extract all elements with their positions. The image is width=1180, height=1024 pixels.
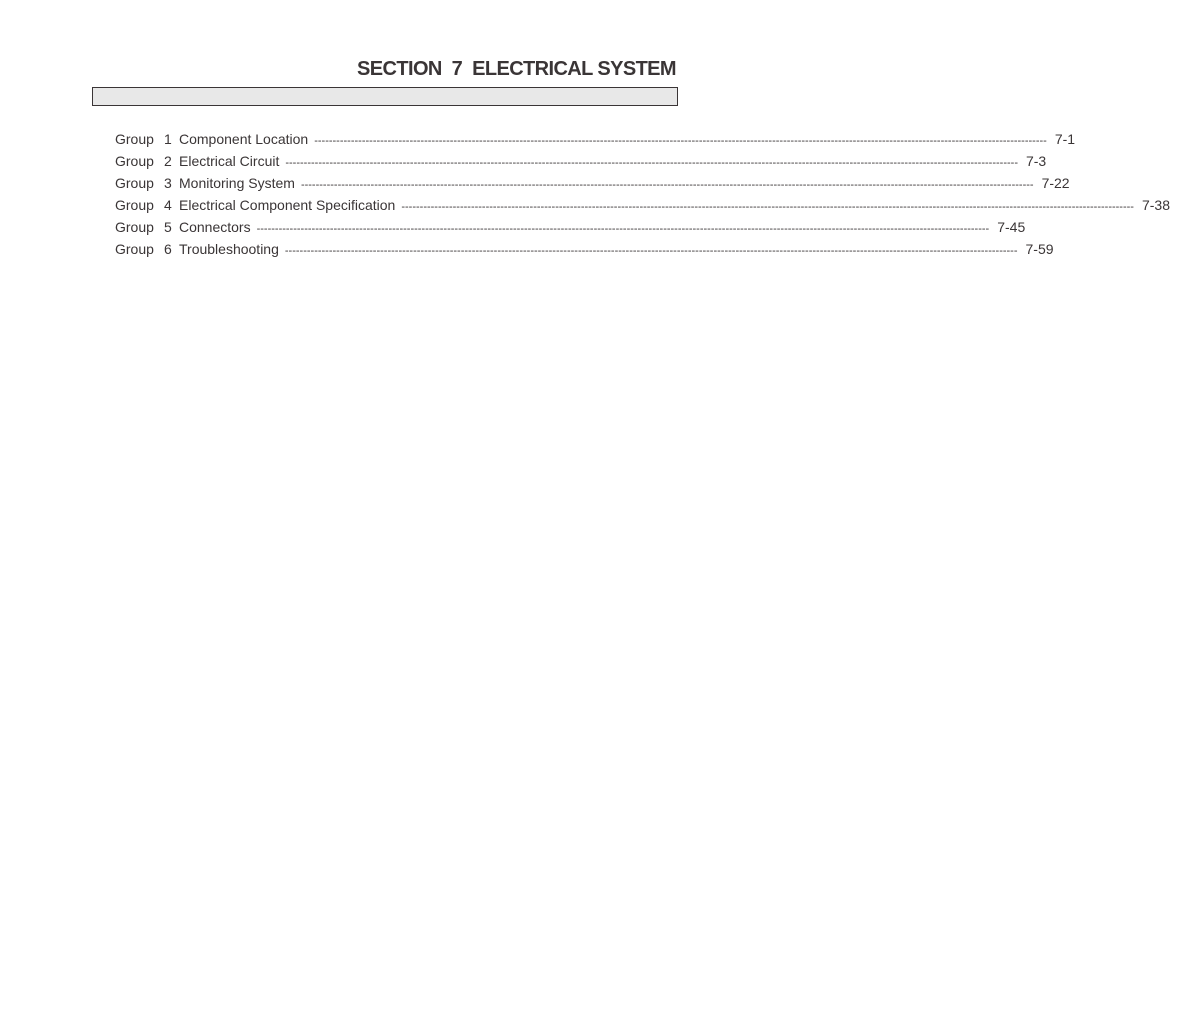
toc-page-number: 7-22 <box>1041 175 1070 191</box>
toc-page-number: 7-38 <box>1141 197 1170 213</box>
toc-group-number: 3 <box>164 175 172 191</box>
toc-entry-title: Electrical Circuit <box>179 153 280 169</box>
title-bar-divider <box>92 87 678 106</box>
toc-dot-leader: -------------------------------------------------------------------------------------------------------------------------------------------------------------------------------------------------------- <box>284 245 1018 257</box>
toc-group-label: Group <box>115 175 154 191</box>
toc-dot-leader: -------------------------------------------------------------------------------------------------------------------------------------------------------------------------------------------------------- <box>401 201 1134 213</box>
toc-group-number: 1 <box>164 131 172 147</box>
toc-group-label: Group <box>115 131 154 147</box>
toc-group-number: 6 <box>164 241 172 257</box>
toc-dot-leader: -------------------------------------------------------------------------------------------------------------------------------------------------------------------------------------------------------- <box>285 157 1018 169</box>
toc-group-number: 4 <box>164 197 172 213</box>
toc-dot-leader: -------------------------------------------------------------------------------------------------------------------------------------------------------------------------------------------------------- <box>256 223 990 235</box>
toc-row[interactable] <box>115 194 1170 216</box>
toc-group-label: Group <box>115 219 154 235</box>
toc-dot-leader: -------------------------------------------------------------------------------------------------------------------------------------------------------------------------------------------------------- <box>314 135 1047 147</box>
toc-group-number: 5 <box>164 219 172 235</box>
table-of-contents <box>115 128 1170 260</box>
toc-page-number: 7-45 <box>997 219 1026 235</box>
toc-row[interactable] <box>115 150 1047 172</box>
toc-row[interactable] <box>115 216 1026 238</box>
page-title: SECTION 7 ELECTRICAL SYSTEM <box>357 58 676 80</box>
toc-dot-leader: -------------------------------------------------------------------------------------------------------------------------------------------------------------------------------------------------------- <box>300 179 1034 191</box>
toc-page-number: 7-3 <box>1025 153 1047 169</box>
toc-group-label: Group <box>115 153 154 169</box>
toc-group-label: Group <box>115 197 154 213</box>
toc-row[interactable] <box>115 128 1076 150</box>
toc-page-number: 7-1 <box>1054 131 1076 147</box>
toc-group-label: Group <box>115 241 154 257</box>
toc-page-number: 7-59 <box>1025 241 1054 257</box>
toc-entry-title: Connectors <box>179 219 251 235</box>
toc-entry-title: Monitoring System <box>179 175 295 191</box>
toc-entry-title: Component Location <box>179 131 309 147</box>
toc-row[interactable] <box>115 238 1054 260</box>
toc-entry-title: Electrical Component Specification <box>179 197 396 213</box>
toc-row[interactable] <box>115 172 1070 194</box>
toc-group-number: 2 <box>164 153 172 169</box>
toc-entry-title: Troubleshooting <box>179 241 279 257</box>
